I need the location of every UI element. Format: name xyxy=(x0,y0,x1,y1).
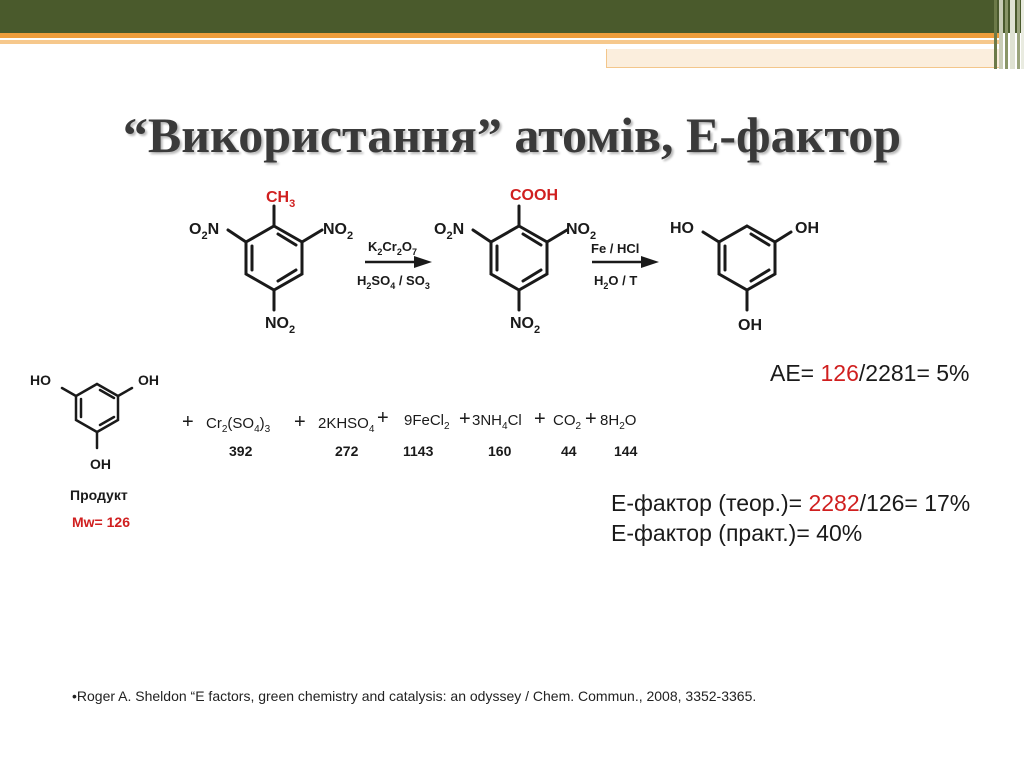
product-ring-top xyxy=(703,226,791,310)
byproduct-formula: $2KHSO_4$ xyxy=(318,415,375,435)
ae-suffix: /2281= 5% xyxy=(858,360,970,386)
product-label: Продукт xyxy=(70,487,128,503)
reactant-top-label: $CH_3$ xyxy=(266,189,296,210)
e-factor-theoretical xyxy=(611,490,970,517)
molar-mass: 392 xyxy=(229,443,253,459)
intermediate-ring xyxy=(473,206,567,310)
intermediate-bottom-label: $NO_2$ xyxy=(510,315,541,336)
molar-mass: 144 xyxy=(614,443,638,459)
ef-theor-prefix: E-фактор (теор.)= xyxy=(611,490,809,516)
product-top-bottom-label: OH xyxy=(738,317,762,334)
step1-reagent-bottom: $H_2SO_4 / SO_3$ xyxy=(357,273,430,291)
byproduct-formula: $Cr_2(SO_4)_3$ xyxy=(206,415,271,435)
molar-masses xyxy=(229,443,638,459)
ef-theor-highlight: 2282 xyxy=(808,490,860,516)
product-small-right-label: OH xyxy=(138,372,159,388)
reactant-left-label: $O_2N$ xyxy=(189,221,220,242)
product-top-left-label: HO xyxy=(670,220,694,237)
plus-sign: + xyxy=(459,408,471,430)
ef-theor-suffix: /126= 17% xyxy=(859,490,971,516)
byproduct-formula: $CO_2$ xyxy=(553,412,582,432)
ae-highlight: 126 xyxy=(820,360,859,386)
molecular-weight: Mw= 126 xyxy=(72,514,130,530)
reactant-ring xyxy=(228,206,322,310)
byproducts-equation xyxy=(182,407,636,435)
byproduct-formula: 9FeCl$_2$ xyxy=(404,412,450,432)
reference-citation: •Roger A. Sheldon “E factors, green chemistry and catalysis: an odyssey / Chem. Commun., 2008, 3352-3365. xyxy=(72,688,757,704)
product-small-bottom-label: OH xyxy=(90,456,111,472)
e-factor-practical: E-фактор (практ.)= 40% xyxy=(611,520,863,546)
byproduct-formula: $8H_2O$ xyxy=(600,412,637,432)
intermediate-left-label: $O_2N$ xyxy=(434,221,465,242)
molar-mass: 1143 xyxy=(403,443,434,459)
product-ring-small xyxy=(62,384,132,448)
step2-reagent-bottom: $H_2O$ / T xyxy=(594,273,638,291)
step2-reagent-top: Fe / HCl xyxy=(591,241,640,256)
plus-sign: + xyxy=(585,408,597,430)
plus-sign: + xyxy=(182,411,194,433)
byproduct-formula: $3NH_4Cl$ xyxy=(472,412,522,432)
arrow-step2 xyxy=(592,256,659,268)
molar-mass: 44 xyxy=(561,443,577,459)
reactant-bottom-label: $NO_2$ xyxy=(265,315,296,336)
molar-mass: 272 xyxy=(335,443,359,459)
intermediate-top-label: COOH xyxy=(510,187,558,204)
molar-mass: 160 xyxy=(488,443,512,459)
atom-economy xyxy=(770,360,970,387)
arrow-step1 xyxy=(365,256,432,268)
plus-sign: + xyxy=(377,407,389,429)
product-small-left-label: HO xyxy=(30,372,51,388)
reactant-right-label: $NO_2$ xyxy=(323,221,354,242)
product-top-right-label: OH xyxy=(795,220,819,237)
plus-sign: + xyxy=(534,408,546,430)
plus-sign: + xyxy=(294,411,306,433)
intermediate-right-label: $NO_2$ xyxy=(566,221,597,242)
step1-reagent-top: $K_2Cr_2O_7$ xyxy=(368,239,418,257)
slide-title: “Використання” атомів, Е-фактор xyxy=(122,107,902,163)
ae-prefix: AE= xyxy=(770,360,821,386)
